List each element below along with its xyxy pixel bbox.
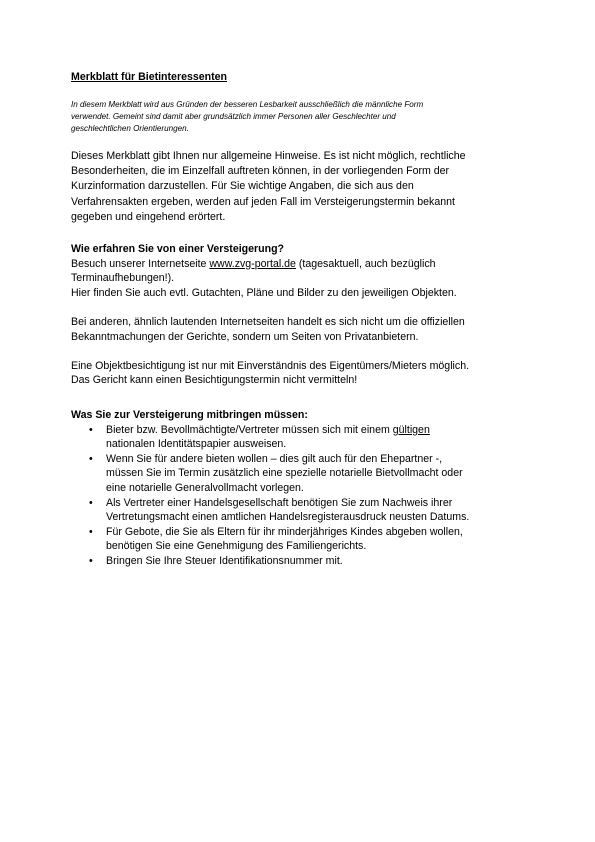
- disclaimer-line: verwendet. Gemeint sind damit aber grundsätzlich immer Personen aller Geschlechter und: [71, 112, 396, 121]
- bullet-icon: •: [89, 496, 93, 509]
- section-line: Bei anderen, ähnlich lautenden Internetseiten handelt es sich nicht um die offiziellen: [71, 315, 465, 328]
- bullet-line: eine notarielle Generalvollmacht vorlegen.: [106, 481, 304, 494]
- bullet-icon: •: [89, 525, 93, 538]
- bullet-list: [71, 423, 529, 569]
- bullet-line: [106, 423, 529, 438]
- intro-line: Kurzinformation darzustellen. Für Sie wichtige Angaben, die sich aus den: [71, 180, 414, 193]
- intro-line: gegeben und eingehend erörtert.: [71, 210, 226, 223]
- bullet-icon: •: [89, 423, 93, 436]
- bullet-line: benötigen Sie eine Genehmigung des Familiengerichts.: [106, 540, 367, 553]
- list-item: [71, 525, 529, 554]
- intro-paragraph: [71, 149, 529, 225]
- section-line: [71, 257, 529, 272]
- disclaimer-line: geschlechtlichen Orientierungen.: [71, 124, 189, 133]
- bullet-line: müssen Sie im Termin zusätzlich eine spezielle notarielle Bietvollmacht oder: [106, 467, 463, 480]
- paragraph-gap: [71, 300, 529, 315]
- intro-line: Verfahrensakten ergeben, werden auf jeden Fall im Versteigerungstermin bekannt: [71, 195, 455, 208]
- bullet-line: Als Vertreter einer Handelsgesellschaft benötigen Sie zum Nachweis ihrer: [106, 496, 453, 509]
- list-item: [71, 554, 529, 569]
- zvg-portal-link[interactable]: www.zvg-portal.de: [209, 257, 296, 270]
- section-line: Eine Objektbesichtigung ist nur mit Einverständnis des Eigentümers/Mieters möglich.: [71, 359, 470, 372]
- section-line: Bekanntmachungen der Gerichte, sondern um Seiten von Privatanbietern.: [71, 330, 419, 343]
- bullet-line: Bringen Sie Ihre Steuer Identifikationsnummer mit.: [106, 554, 343, 567]
- section-what-to-bring: [71, 408, 529, 569]
- document-title: Merkblatt für Bietinteressenten: [71, 71, 227, 83]
- list-item: [71, 423, 529, 452]
- disclaimer-line: In diesem Merkblatt wird aus Gründen der besseren Lesbarkeit ausschließlich die männliche Form: [71, 100, 424, 109]
- text-fragment: (tagesaktuell, auch bezüglich: [295, 257, 436, 270]
- section-line: Hier finden Sie auch evtl. Gutachten, Pläne und Bilder zu den jeweiligen Objekten.: [71, 286, 457, 299]
- intro-line: Dieses Merkblatt gibt Ihnen nur allgemeine Hinweise. Es ist nicht möglich, rechtliche: [71, 150, 466, 162]
- section-how-to-learn: [71, 242, 529, 388]
- section-line: Terminaufhebungen!).: [71, 272, 175, 285]
- bullet-line: Vertretungsmacht einen amtlichen Handelsregisterausdruck neusten Datums.: [106, 511, 470, 524]
- paragraph-gap: [71, 344, 529, 359]
- bullet-line: nationalen Identitätspapier ausweisen.: [106, 438, 287, 451]
- section-heading: Was Sie zur Versteigerung mitbringen müssen:: [71, 409, 308, 421]
- bullet-icon: •: [89, 452, 93, 465]
- bullet-icon: •: [89, 554, 93, 567]
- text-fragment: Besuch unserer Internetseite: [71, 257, 210, 270]
- list-item: [71, 496, 529, 525]
- section-line: Das Gericht kann einen Besichtigungstermin nicht vermitteln!: [71, 374, 358, 387]
- bullet-line: Wenn Sie für andere bieten wollen – dies gilt auch für den Ehepartner -,: [106, 452, 443, 465]
- gender-disclaimer: [71, 99, 529, 135]
- list-item: [71, 452, 529, 496]
- text-fragment: Bieter bzw. Bevollmächtigte/Vertreter müssen sich mit einem: [106, 423, 393, 436]
- bullet-line: Für Gebote, die Sie als Eltern für ihr minderjähriges Kindes abgeben wollen,: [106, 525, 463, 538]
- intro-line: Besonderheiten, die im Einzelfall auftreten können, in der vorliegenden Form der: [71, 165, 450, 178]
- section-heading: Wie erfahren Sie von einer Versteigerung?: [71, 243, 285, 255]
- underlined-word: gültigen: [392, 423, 430, 436]
